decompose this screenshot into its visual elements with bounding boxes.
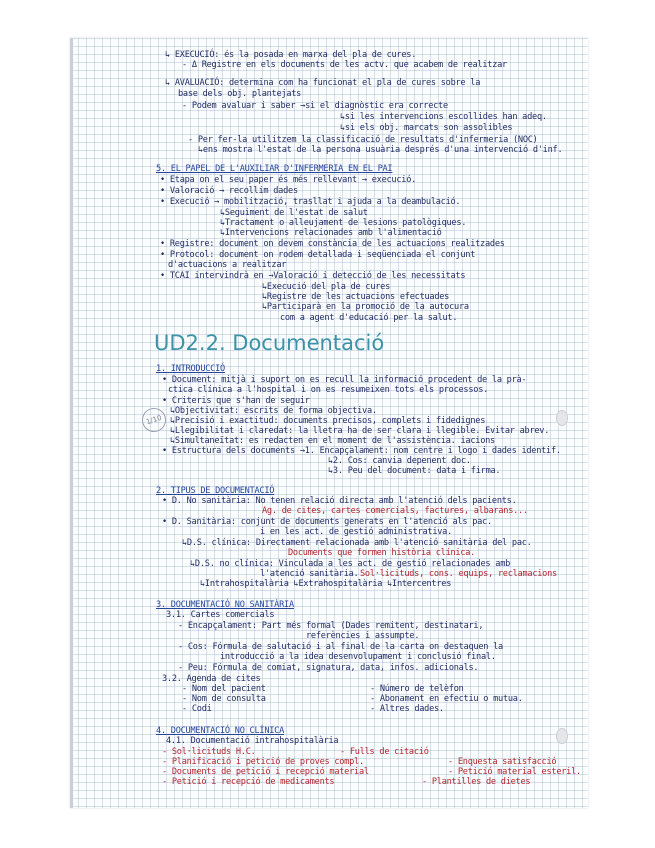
text-line: - Codi	[182, 704, 212, 714]
red-text-line: - Plantilles de dietes	[422, 777, 531, 787]
text-line: ↳ens mostra l'estat de la persona usuària després d'una intervenció d'inf.	[198, 145, 563, 155]
red-text-line: Documents que formen història clínica.	[288, 548, 476, 558]
section-heading: 2. TIPUS DE DOCUMENTACIÓ	[156, 486, 275, 496]
red-text-line: - Petició material esteril.	[448, 767, 581, 777]
text-line: • Protocol: document on rodem detallada i seqüenciada el conjunt	[160, 250, 476, 260]
text-line: • D. No sanitària: No tenen relació directa amb l'atenció dels pacients.	[162, 496, 517, 506]
text-line: - Cos: Fórmula de salutació i al final de la carta on destaquen la	[178, 642, 503, 652]
text-line: ↳Simultaneïtat: es redacten en el moment de l'assistència. iacions	[170, 436, 495, 446]
text-line: ↳3. Peu del document: data i firma.	[328, 466, 501, 476]
text-line: ↳Seguiment de l'estat de salut	[220, 208, 368, 218]
page-title: UD2.2. Documentació	[154, 331, 385, 355]
section-heading: 3. DOCUMENTACIÓ NO SANITÀRIA	[156, 600, 294, 610]
text-line: - Podem avaluar i saber →si el diagnòstic era correcte	[182, 101, 448, 111]
text-line: - Altres dades.	[370, 704, 444, 714]
text-line: - Encapçalament: Part més formal (Dades remitent, destinatari,	[178, 621, 484, 631]
text-line: ↳2. Cos: canvia depenent doc.	[328, 456, 471, 466]
text-line: ↳D.S. clínica: Directament relacionada amb l'atenció sanitària del pac.	[182, 538, 532, 548]
text-line: i en les act. de gestió administrativa.	[260, 527, 453, 537]
text-line: ↳Intervencions relacionades amb l'alimentació	[220, 228, 442, 238]
text-line: ctica clínica a l'hospital i on es resumeixen tots els processos.	[168, 385, 489, 395]
text-line: ↳Tractament o alleujament de lesions patològiques.	[220, 218, 467, 228]
text-line: l'atenció sanitària.	[260, 569, 359, 579]
text-line: referències i assumpte.	[306, 631, 420, 641]
red-text-line: Sol·licituds, cons. equips, reclamacions	[360, 569, 557, 579]
text-line: • Etapa on el seu paper és més rellevant → execució.	[160, 175, 417, 185]
text-line: 4.1. Documentació intrahospitalària	[166, 736, 339, 746]
margin-note: 1/10	[139, 405, 169, 435]
text-line: ↳Participarà en la promoció de la autocura	[262, 302, 469, 312]
text-line: ↳Execució del pla de cures	[262, 282, 391, 292]
text-line: - Abonament en efectiu o mutua.	[370, 694, 523, 704]
text-line: • TCAI intervindrà en →Valoració i detecció de les necessitats	[160, 271, 466, 281]
text-line: • Execució → mobilització, trasllat i ajuda a la deambulació.	[160, 197, 461, 207]
text-line: - Peu: Fórmula de comiat, signatura, data, infos. adicionals.	[178, 663, 479, 673]
text-line: - Nom de consulta	[182, 694, 266, 704]
section-heading: 5. EL PAPEL DE L'AUXILIAR D'INFERMERIA EN EL PAI	[156, 164, 393, 174]
text-line: ↳Objectivitat: escrits de forma objectiva.	[170, 406, 377, 416]
text-line: • Registre: document on devem constància de les actuacions realitzades	[160, 239, 505, 249]
red-text-line: - Fulls de citació	[340, 747, 429, 757]
text-line: ↳ AVALUACIÓ: determina com ha funcionat el pla de cures sobre la	[165, 78, 481, 88]
text-line: introducció a la idea desenvolupament i conclusió final.	[220, 652, 496, 662]
text-line: 3.2. Agenda de cites	[162, 674, 261, 684]
punch-hole	[556, 728, 568, 744]
text-line: • Valoració → recollim dades	[160, 186, 298, 196]
text-line: ↳si les intervencions escollides han adeq.	[340, 112, 547, 122]
red-text-line: - Petició i recepció de medicaments	[162, 777, 335, 787]
punch-hole	[556, 410, 568, 426]
text-line: - Nom del pacient	[182, 684, 266, 694]
text-line: • Estructura dels documents →1. Encapçalament: nom centre i logo i dades identif.	[162, 446, 561, 456]
text-line: - Δ Registre en els documents de les actv. que acabem de realitzar	[182, 60, 507, 70]
notebook-page	[70, 38, 588, 808]
text-line: - Per fer-la utilitzem la classificació de resultats d'infermeria (NOC)	[188, 135, 538, 145]
red-text-line: - Enquesta satisfacció	[448, 757, 557, 767]
text-line: • D. Sanitària: conjunt de documents generats en l'atenció als pac.	[162, 517, 492, 527]
section-heading: 1. INTRODUCCIÓ	[156, 364, 225, 374]
text-line: 3.1. Cartes comercials	[166, 610, 275, 620]
text-line: base dels obj. plantejats	[178, 89, 302, 99]
red-text-line: Ag. de cites, cartes comercials, factures, albarans...	[262, 506, 528, 516]
red-text-line: - Sol·licituds H.C.	[162, 747, 256, 757]
text-line: ↳Llegibilitat i claredat: la lletra ha de ser clara i llegible. Evitar abrev.	[170, 426, 550, 436]
text-line: com a agent d'educació per la salut.	[280, 313, 458, 323]
text-line: • Document: mitjà i suport on es recull la informació procedent de la prà-	[162, 375, 527, 385]
page-edge	[70, 38, 73, 808]
red-text-line: - Documents de petició i recepció material	[162, 767, 369, 777]
text-line: d'actuacions a realitzar	[168, 260, 287, 270]
text-line: ↳Precisió i exactitud: documents precisos, complets i fidedignes	[170, 416, 486, 426]
text-line: ↳si els obj. marcats son assolibles	[340, 123, 513, 133]
text-line: ↳ EXECUCIÓ: és la posada en marxa del pla de cures.	[165, 50, 417, 60]
red-text-line: - Planificació i petició de proves compl.	[162, 757, 364, 767]
text-line: ↳D.S. no clínica: Vinculada a les act. de gestió relacionades amb	[190, 559, 511, 569]
text-line: • Criteris que s'han de seguir	[162, 396, 310, 406]
section-heading: 4. DOCUMENTACIÓ NO CLÍNICA	[156, 726, 285, 736]
text-line: ↳Intrahospitalària ↳Extrahospitalària ↳Intercentres	[200, 579, 452, 589]
text-line: ↳Registre de les actuacions efectuades	[262, 292, 450, 302]
text-line: - Número de telèfon	[370, 684, 464, 694]
